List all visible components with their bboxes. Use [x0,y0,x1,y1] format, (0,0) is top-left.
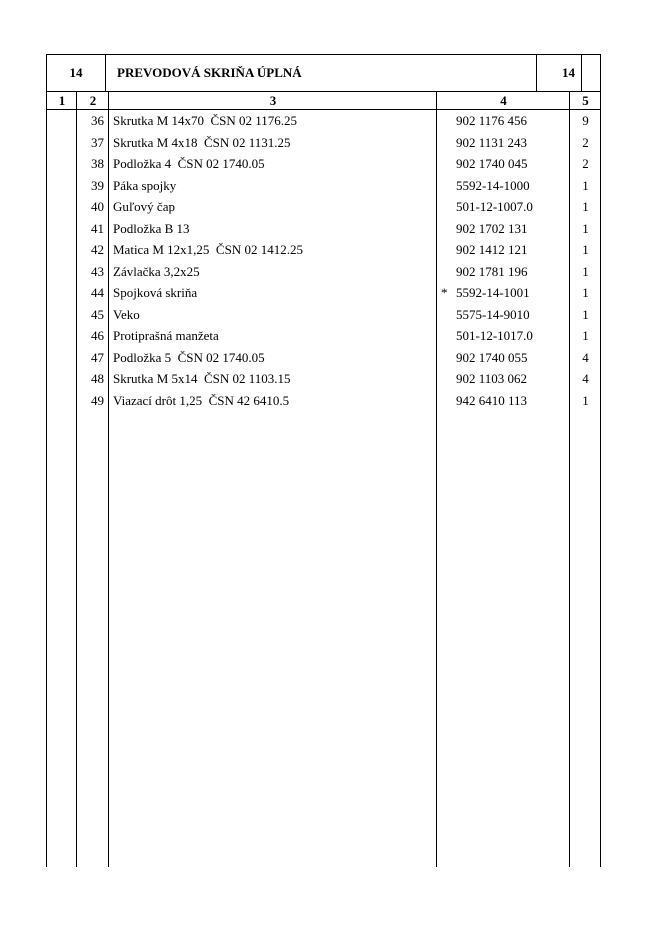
part-quantity: 1 [582,220,589,236]
part-quantity: 1 [582,199,589,214]
part-quantity: 1 [582,263,589,279]
part-name: Viazací drôt 1,25 ČSN 42 6410.5 [113,392,290,408]
part-quantity: 2 [582,156,589,171]
part-code: 902 1740 045 [456,156,528,171]
header-box [46,54,601,92]
part-mark: * [441,285,448,300]
part-quantity: 1 [582,285,589,300]
position-number: 40 [91,199,104,214]
position-number: 43 [91,263,104,279]
table-row [0,393,649,414]
table-row [0,350,649,371]
table-row [0,285,649,306]
column-header-3: 3 [269,92,277,108]
part-name: Skrutka M 4x18 ČSN 02 1131.25 [113,134,291,150]
column-header-5: 5 [582,92,589,108]
position-number: 37 [91,134,104,150]
part-quantity: 1 [582,242,589,257]
part-code: 501-12-1017.0 [456,328,533,343]
position-number: 42 [91,242,104,257]
position-number: 44 [91,285,104,300]
part-code: 902 1412 121 [456,242,528,257]
part-quantity: 1 [582,306,589,322]
part-quantity: 4 [582,349,589,365]
position-number: 49 [91,392,104,408]
part-code: 5592-14-1001 [456,285,530,300]
position-number: 36 [91,113,104,128]
part-name: Skrutka M 5x14 ČSN 02 1103.15 [113,371,291,386]
header-title: PREVODOVÁ SKRIŇA ÚPLNÁ [106,55,582,91]
header-right-number: 14 [536,55,600,91]
table-row [0,371,649,392]
part-code: 902 1781 196 [456,263,528,279]
part-quantity: 4 [582,371,589,386]
part-name: Guľový čap [113,199,175,214]
table-row [0,199,649,220]
position-number: 47 [91,349,104,365]
position-number: 48 [91,371,104,386]
part-name: Podložka 5 ČSN 02 1740.05 [113,349,265,365]
part-name: Spojková skriňa [113,285,198,300]
part-code: 5592-14-1000 [456,177,530,193]
position-number: 46 [91,328,104,343]
position-number: 41 [91,220,104,236]
part-name: Podložka 4 ČSN 02 1740.05 [113,156,265,171]
part-quantity: 1 [582,392,589,408]
table-row [0,156,649,177]
part-code: 5575-14-9010 [456,306,530,322]
column-header-1: 1 [58,92,66,108]
table-row [0,328,649,349]
table-row [0,221,649,242]
part-name: Páka spojky [113,177,177,193]
part-quantity: 1 [582,177,589,193]
part-quantity: 1 [582,328,589,343]
part-name: Matica M 12x1,25 ČSN 02 1412.25 [113,242,303,257]
part-name: Závlačka 3,2x25 [113,263,200,279]
position-number: 45 [91,306,104,322]
part-code: 902 1740 055 [456,349,528,365]
part-code: 902 1103 062 [456,371,528,386]
column-number-row [46,92,601,110]
part-code: 902 1176 456 [456,113,528,128]
table-row [0,113,649,134]
part-name: Veko [113,306,140,322]
part-name: Podložka B 13 [113,220,190,236]
part-name: Skrutka M 14x70 ČSN 02 1176.25 [113,113,298,128]
part-code: 942 6410 113 [456,392,528,408]
header-left-number: 14 [47,55,106,91]
part-code: 902 1131 243 [456,134,528,150]
part-code: 501-12-1007.0 [456,199,533,214]
table-row [0,242,649,263]
position-number: 39 [91,177,104,193]
part-name: Protiprašná manžeta [113,328,219,343]
table-row [0,264,649,285]
part-code: 902 1702 131 [456,220,528,236]
part-quantity: 2 [582,134,589,150]
column-header-4: 4 [500,92,507,108]
table-row [0,307,649,328]
position-number: 38 [91,156,104,171]
table-row [0,178,649,199]
table-row [0,135,649,156]
column-header-2: 2 [89,92,97,108]
part-quantity: 9 [582,113,589,128]
